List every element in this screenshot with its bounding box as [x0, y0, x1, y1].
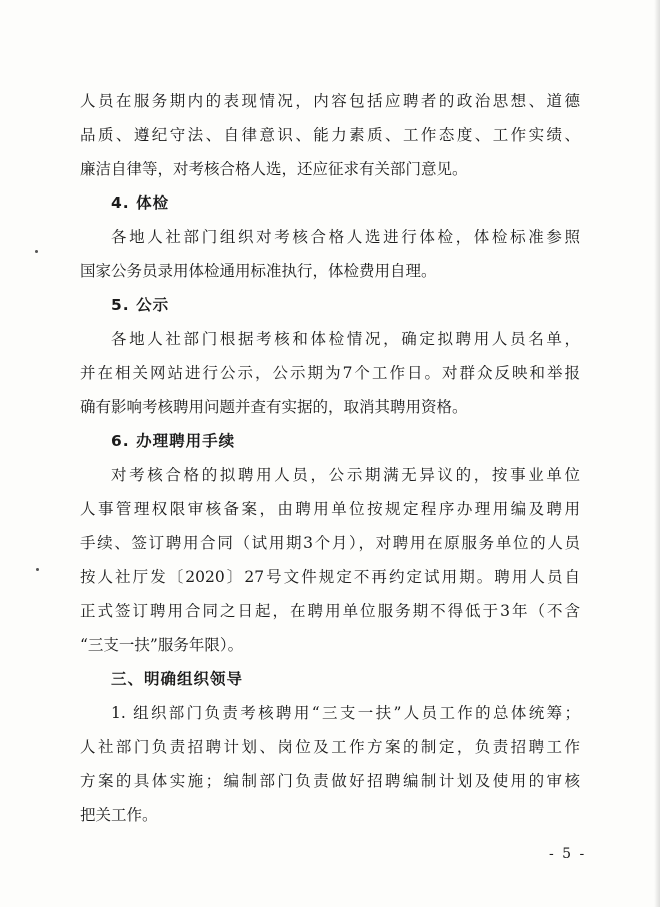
document-body: [80, 84, 580, 832]
body-line: 并在相关网站进行公示，公示期为7个工作日。对群众反映和举报: [80, 364, 580, 382]
body-line: 国家公务员录用体检通用标准执行，体检费用自理。: [80, 262, 437, 280]
scan-speck: [35, 250, 38, 253]
section-heading-physical-exam: 4. 体检: [111, 194, 170, 212]
body-line: 人事管理权限审核备案，由聘用单位按规定程序办理用编及聘用: [80, 500, 580, 518]
section-heading-public-notice: 5. 公示: [111, 296, 170, 314]
body-line: 把关工作。: [80, 806, 158, 824]
body-line: 品质、遵纪守法、自律意识、能力素质、工作态度、工作实绩、: [80, 126, 580, 144]
body-line: 1. 组织部门负责考核聘用“三支一扶”人员工作的总体统筹；: [111, 704, 580, 722]
body-line: “三支一扶”服务年限）。: [80, 636, 244, 654]
body-line: 各地人社部门根据考核和体检情况，确定拟聘用人员名单，: [111, 330, 580, 348]
body-line: 各地人社部门组织对考核合格人选进行体检，体检标准参照: [111, 228, 580, 246]
section-heading-hiring-procedures: 6. 办理聘用手续: [111, 432, 236, 450]
page-edge-shadow: [654, 0, 660, 907]
body-line: 正式签订聘用合同之日起，在聘用单位服务期不得低于3年（不含: [80, 602, 580, 620]
body-line: 按人社厅发〔2020〕27号文件规定不再约定试用期。聘用人员自: [80, 568, 580, 586]
body-line: 手续、签订聘用合同（试用期3个月），对聘用在原服务单位的人员: [80, 534, 580, 552]
body-line: 人社部门负责招聘计划、岗位及工作方案的制定，负责招聘工作: [80, 738, 580, 756]
body-line: 确有影响考核聘用问题并查有实据的，取消其聘用资格。: [80, 398, 468, 416]
body-line: 廉洁自律等，对考核合格人选，还应征求有关部门意见。: [80, 160, 468, 178]
body-line: 人员在服务期内的表现情况，内容包括应聘者的政治思想、道德: [80, 92, 580, 110]
section-heading-organization-leadership: 三、明确组织领导: [111, 670, 244, 688]
body-line: 对考核合格的拟聘用人员，公示期满无异议的，按事业单位: [111, 466, 580, 484]
page-number: - 5 -: [549, 846, 587, 862]
body-line: 方案的具体实施；编制部门负责做好招聘编制计划及使用的审核: [80, 772, 580, 790]
scan-speck: [36, 568, 39, 571]
